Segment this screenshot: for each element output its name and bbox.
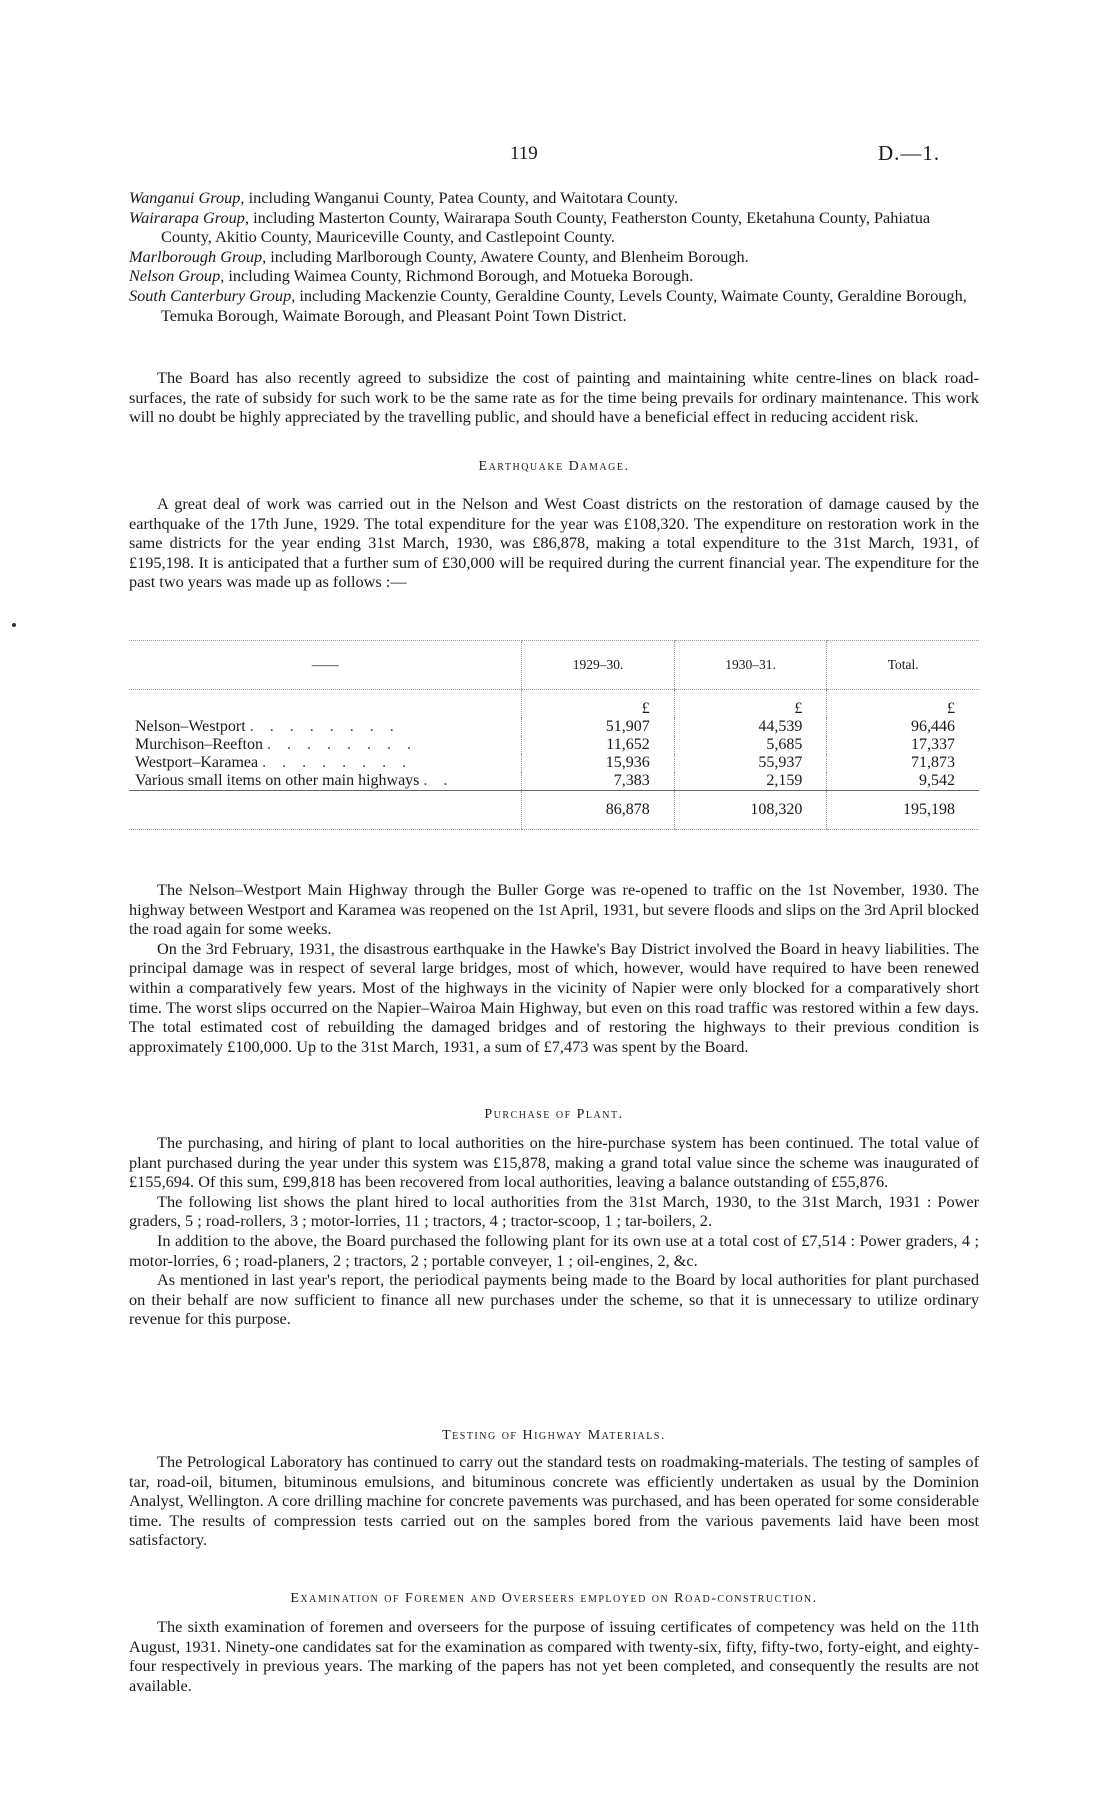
paragraph: In addition to the above, the Board purchased the following plant for its own use at a total cost of £7,514 : Power graders, 4 ; motor-lorries, 6 ; road-planers, 2 ; tractors, 2 ; portable conveyer, 1 ; oil-engines, 2, &c. [129,1230,979,1270]
paragraph: As mentioned in last year's report, the periodical payments being made to the Board by local authorities for plant purchased on their behalf are now sufficient to finance all new purchases under the scheme, so that it is unnecessary to utilize ordinary revenue for this purpose. [129,1270,979,1329]
document-reference: D.—1. [878,141,941,165]
dot-leader: . . [423,772,454,789]
row-label: Nelson–Westport . . . . . . . . [135,718,400,735]
table-header-row [129,641,979,690]
testing-heading-wrap [129,1426,979,1446]
cell-value: 71,873 [827,754,979,772]
cell-value: 2,159 [674,772,827,791]
paragraph: The following list shows the plant hired to local authorities from the 31st March, 1930, to the 31st March, 1931 : Power graders, 5 ; road-rollers, 3 ; motor-lorries, 11 ; tractors, 4 ; tractor-scoop, 1 ; tar-boilers, 2. [129,1191,979,1231]
group-item: Wanganui Group, including Wanganui County, Patea County, and Waitotara County. [129,188,679,207]
cell-value: 11,652 [522,736,674,754]
total-value: 195,198 [827,791,979,830]
table-row [129,736,979,754]
row-label: Murchison–Reefton . . . . . . . . [135,736,417,753]
group-item: South Canterbury Group, including Mackenzie County, Geraldine County, Levels County, Waimate County, Geraldine Borough, Temuka Borough, Waimate Borough, and Pleasant Point Town District. [129,285,967,325]
paragraph: The Petrological Laboratory has continued to carry out the standard tests on roadmaking-materials. The testing of samples of tar, road-oil, bitumen, bituminous emulsions, and bituminous concrete was efficiently undertaken as usual by the Dominion Analyst, Wellington. A core drilling machine for concrete pavements was purchased, and has been operated for some considerable time. The results of compression tests carried out on the samples bored from the various pavements laid have been most satisfactory. [129,1452,979,1550]
row-label: Various small items on other main highways . . [135,772,454,789]
table-row [129,754,979,772]
total-value: 108,320 [674,791,827,830]
paragraph: A great deal of work was carried out in the Nelson and West Coast districts on the restoration of damage caused by the earthquake of the 17th June, 1929. The total expenditure for the year was £108,320. The expenditure on restoration work in the same districts for the year ending 31st March, 1930, was £86,878, making a total expenditure to the 31st March, 1931, of £195,198. It is anticipated that a further sum of £30,000 will be required during the current financial year. The expenditure for the past two years was made up as follows :— [129,494,979,592]
total-row [129,791,979,830]
table-row [129,718,979,736]
paragraph: The Board has also recently agreed to subsidize the cost of painting and maintaining white centre-lines on black road-surfaces, the rate of subsidy for such work to be the same rate as for the time being prevails for ordinary maintenance. This work will no doubt be highly appreciated by the travelling public, and should have a beneficial effect in reducing accident risk. [129,368,979,427]
unit-row [129,690,979,719]
cell-value: 5,685 [674,736,827,754]
total-value: 86,878 [522,791,674,830]
group-item: Wairarapa Group, including Masterton County, Wairarapa South County, Featherston County, Eketahuna County, Pahiatua County, Akitio County, Mauriceville County, and Castlepoint County. [129,207,931,247]
unit-label: £ [522,690,674,719]
paragraph: The purchasing, and hiring of plant to local authorities on the hire-purchase system has been continued. The total value of plant purchased during the year under this system was £15,878, making a grand total value since the scheme was inaugurated of £155,694. Of this sum, £99,818 has been recovered from local authorities, leaving a balance outstanding of £55,876. [129,1133,979,1192]
cell-value: 15,936 [522,754,674,772]
cell-value: 51,907 [522,718,674,736]
unit-label: £ [674,690,827,719]
expenditure-table [129,640,979,830]
cell-value: 96,446 [827,718,979,736]
examination-heading-wrap [129,1589,979,1609]
cell-value: 9,542 [827,772,979,791]
column-header: 1929–30. [522,641,674,690]
group-item: Marlborough Group, including Marlborough County, Awatere County, and Blenheim Borough. [129,246,749,266]
dot-leader: . . . . . . . . [262,754,413,771]
section-heading: Earthquake Damage. [478,459,630,474]
centreline-section [129,368,979,427]
cell-value: 55,937 [674,754,827,772]
section-heading: Testing of Highway Materials. [442,1428,666,1443]
group-list [129,188,979,325]
plant-heading-wrap [129,1105,979,1125]
plant-section [129,1133,979,1329]
page-number: 119 [510,143,538,164]
table-row [129,772,979,791]
cell-value: 44,539 [674,718,827,736]
column-header: Total. [827,641,979,690]
cell-value: 17,337 [827,736,979,754]
group-item: Nelson Group, including Waimea County, Richmond Borough, and Motueka Borough. [129,266,694,286]
row-label: Westport–Karamea . . . . . . . . [135,754,413,771]
cell-value: 7,383 [522,772,674,791]
dot-leader: . . . . . . . . [266,736,417,753]
earthquake-followup [129,880,979,1056]
stub-header: —— [129,641,522,690]
margin-speck [12,623,16,627]
examination-section [129,1617,979,1695]
dot-leader: . . . . . . . . [249,718,400,735]
paragraph: On the 3rd February, 1931, the disastrous earthquake in the Hawke's Bay District involved the Board in heavy liabilities. The principal damage was in respect of several large bridges, most of which, however, would have required to have been renewed within a comparatively few years. Most of the highways in the vicinity of Napier were only blocked for a comparatively short time. The worst slips occurred on the Napier–Wairoa Main Highway, but even on this road traffic was restored within a few days. The total estimated cost of rebuilding the damaged bridges and of restoring the highways to their previous condition is approximately £100,000. Up to the 31st March, 1931, a sum of £7,473 was spent by the Board. [129,938,979,1056]
unit-label: £ [827,690,979,719]
earthquake-intro [129,494,979,592]
section-heading: Examination of Foremen and Overseers employed on Road-construction. [290,1591,818,1606]
testing-section [129,1452,979,1550]
column-header: 1930–31. [674,641,827,690]
section-heading: Purchase of Plant. [484,1107,624,1122]
paragraph: The Nelson–Westport Main Highway through the Buller Gorge was re-opened to traffic on the 1st November, 1930. The highway between Westport and Karamea was reopened on the 1st April, 1931, but severe floods and slips on the 3rd April blocked the road again for some weeks. [129,880,979,939]
paragraph: The sixth examination of foremen and overseers for the purpose of issuing certificates of competency was held on the 11th August, 1931. Ninety-one candidates sat for the examination as compared with twenty-six, fifty, fifty-two, forty-eight, and eighty-four respectively in previous years. The marking of the papers has not yet been completed, and consequently the results are not available. [129,1617,979,1695]
earthquake-heading-wrap [129,457,979,477]
